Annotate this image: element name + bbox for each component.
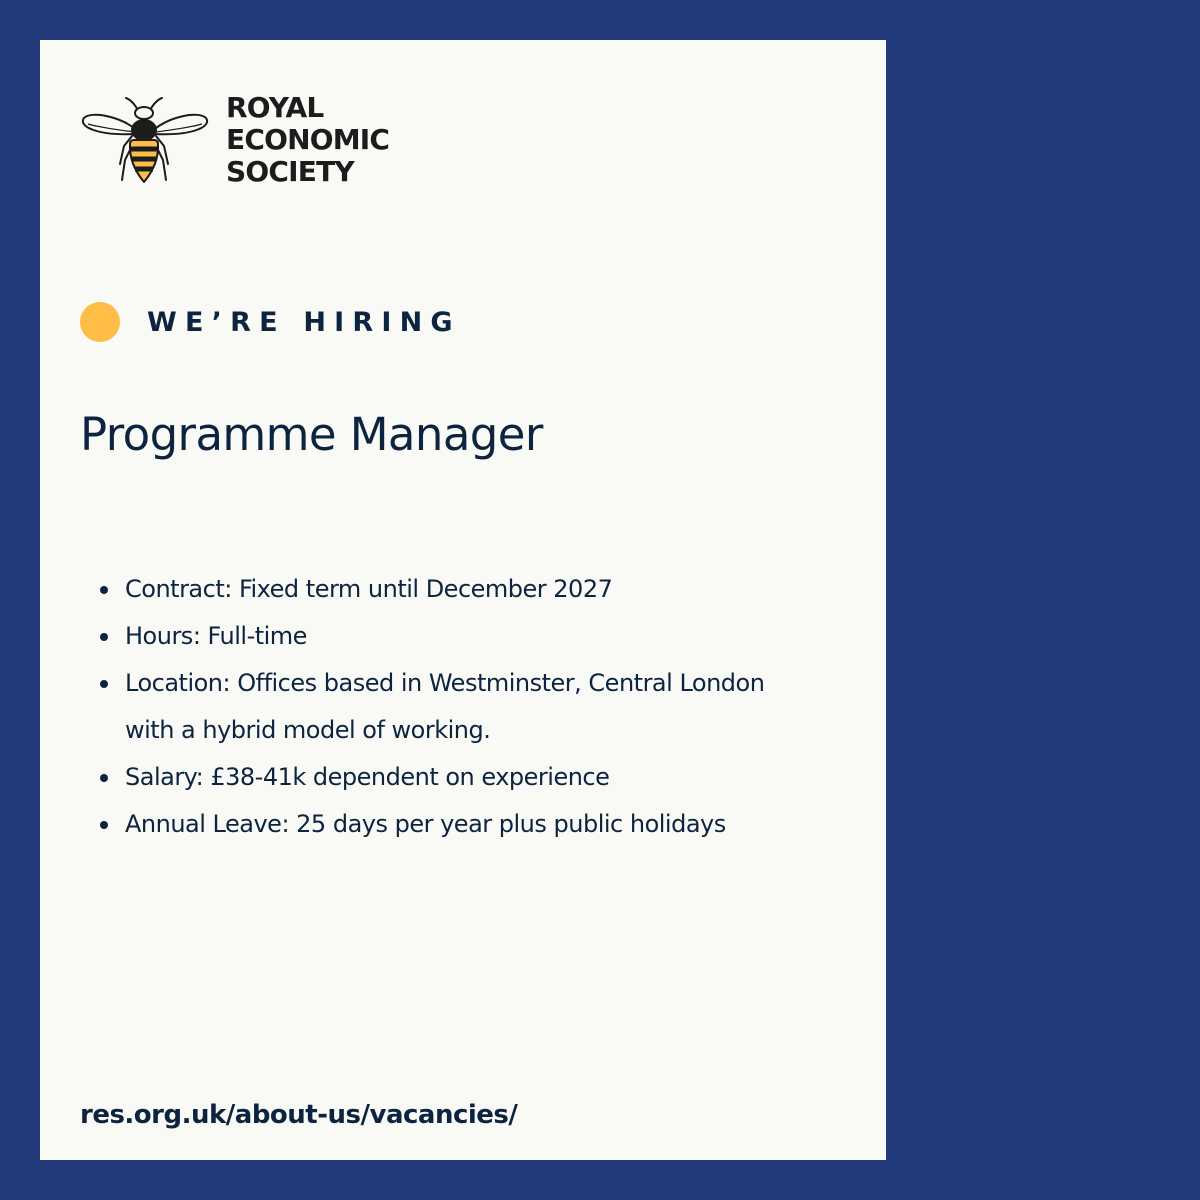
detail-annual-leave — [80, 801, 800, 848]
bullet-icon — [100, 586, 108, 594]
bee-icon — [80, 94, 210, 186]
job-details-list — [80, 566, 800, 848]
hiring-label: WE’RE HIRING — [147, 306, 461, 338]
logo-line-1: ROYAL — [226, 91, 324, 124]
detail-text: Hours: Full-time — [125, 622, 307, 650]
detail-salary — [80, 754, 800, 801]
detail-text: Contract: Fixed term until December 2027 — [125, 575, 613, 603]
detail-location — [80, 660, 800, 754]
detail-text: Annual Leave: 25 days per year plus public holidays — [125, 810, 726, 838]
royal-economic-society-logo — [80, 92, 389, 188]
logo-wordmark — [226, 92, 389, 188]
detail-hours — [80, 613, 800, 660]
vacancies-link[interactable]: res.org.uk/about-us/vacancies/ — [80, 1100, 518, 1130]
bullet-icon — [100, 821, 108, 829]
bullet-icon — [100, 633, 108, 641]
hiring-banner — [80, 302, 461, 342]
detail-contract — [80, 566, 800, 613]
logo-line-2: ECONOMIC — [226, 123, 390, 156]
logo-line-3: SOCIETY — [226, 155, 354, 188]
detail-text: Salary: £38-41k dependent on experience — [125, 763, 610, 791]
accent-dot — [80, 302, 120, 342]
detail-text: Location: Offices based in Westminster, Central London with a hybrid model of working. — [125, 669, 765, 744]
bullet-icon — [100, 774, 108, 782]
job-title: Programme Manager — [80, 408, 543, 461]
bullet-icon — [100, 680, 108, 688]
vacancy-card — [40, 40, 886, 1160]
